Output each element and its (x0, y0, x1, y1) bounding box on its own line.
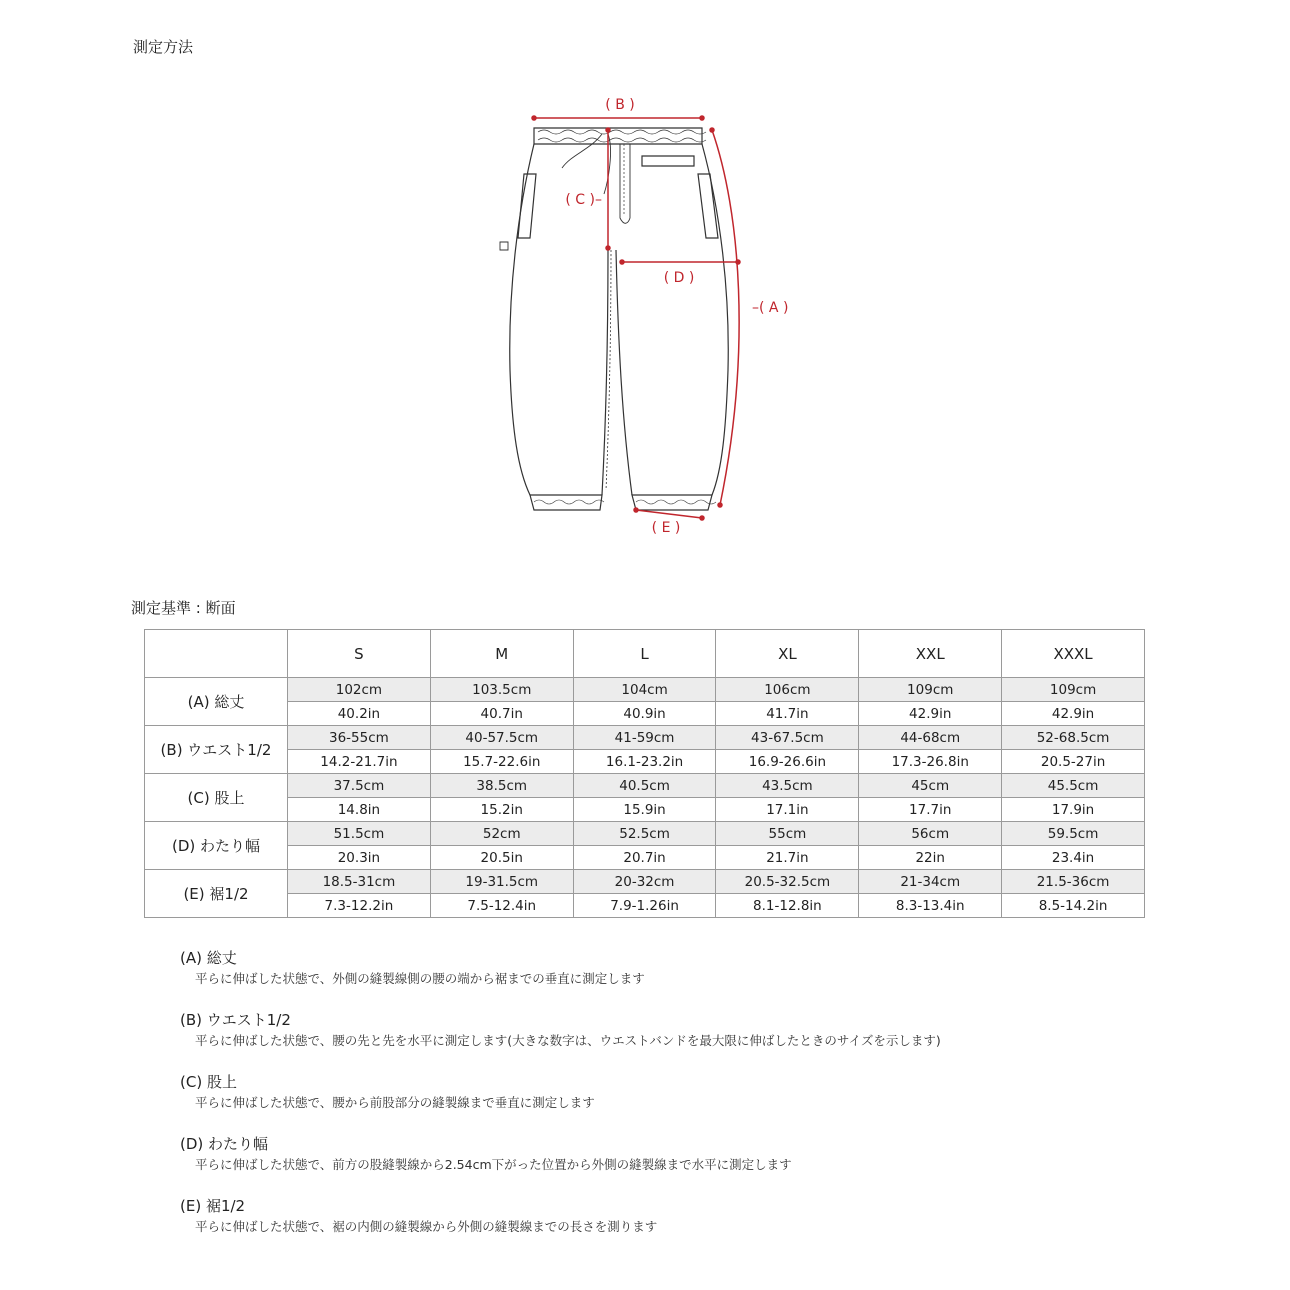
in-cell: 22in (859, 846, 1002, 870)
in-cell: 20.7in (573, 846, 716, 870)
cm-cell: 59.5cm (1002, 822, 1145, 846)
in-cell: 7.3-12.2in (288, 894, 431, 918)
in-cell: 17.9in (1002, 798, 1145, 822)
cm-cell: 40.5cm (573, 774, 716, 798)
in-cell: 20.3in (288, 846, 431, 870)
row-label-e: (E) 裾1/2 (145, 870, 288, 918)
back-pocket (642, 156, 694, 166)
note-title: (B) ウエスト1/2 (180, 1011, 291, 1029)
in-cell: 17.7in (859, 798, 1002, 822)
in-cell: 40.9in (573, 702, 716, 726)
in-cell: 20.5in (430, 846, 573, 870)
cm-cell: 43.5cm (716, 774, 859, 798)
cm-cell: 38.5cm (430, 774, 573, 798)
cm-cell: 40-57.5cm (430, 726, 573, 750)
in-cell: 17.3-26.8in (859, 750, 1002, 774)
size-header: XL (716, 630, 859, 678)
table-row (145, 726, 1145, 750)
size-header: XXL (859, 630, 1002, 678)
note-title: (C) 股上 (180, 1073, 237, 1091)
size-header: L (573, 630, 716, 678)
note-item (180, 1133, 1180, 1175)
row-label-b: (B) ウエスト1/2 (145, 726, 288, 774)
cm-cell: 18.5-31cm (288, 870, 431, 894)
in-cell: 14.2-21.7in (288, 750, 431, 774)
size-chart-table (144, 629, 1145, 918)
left-cuff (530, 495, 602, 510)
label-c: ( C )– (565, 192, 602, 208)
in-cell: 16.1-23.2in (573, 750, 716, 774)
note-description: 平らに伸ばした状態で、腰から前股部分の縫製線まで垂直に測定します (195, 1095, 595, 1110)
label-e: ( E ) (651, 520, 681, 536)
in-cell: 7.9-1.26in (573, 894, 716, 918)
row-label-c: (C) 股上 (145, 774, 288, 822)
right-leg-outer (702, 144, 728, 495)
cm-cell: 20.5-32.5cm (716, 870, 859, 894)
cm-cell: 109cm (859, 678, 1002, 702)
in-cell: 41.7in (716, 702, 859, 726)
in-cell: 21.7in (716, 846, 859, 870)
in-cell: 42.9in (1002, 702, 1145, 726)
cm-cell: 41-59cm (573, 726, 716, 750)
cm-cell: 56cm (859, 822, 1002, 846)
in-cell: 40.7in (430, 702, 573, 726)
note-title: (D) わたり幅 (180, 1135, 269, 1153)
empty-corner-cell (145, 630, 288, 678)
note-item (180, 947, 1180, 989)
note-item (180, 1009, 1180, 1051)
cm-cell: 106cm (716, 678, 859, 702)
measurement-method-heading: 測定方法 (133, 38, 194, 56)
cm-cell: 19-31.5cm (430, 870, 573, 894)
cm-cell: 102cm (288, 678, 431, 702)
cm-cell: 45cm (859, 774, 1002, 798)
note-item (180, 1195, 1180, 1237)
in-cell: 8.3-13.4in (859, 894, 1002, 918)
table-row (145, 798, 1145, 822)
cm-cell: 45.5cm (1002, 774, 1145, 798)
table-row (145, 846, 1145, 870)
cm-cell: 36-55cm (288, 726, 431, 750)
pants-measurement-diagram (490, 90, 810, 550)
cm-cell: 104cm (573, 678, 716, 702)
cm-cell: 103.5cm (430, 678, 573, 702)
cm-cell: 52-68.5cm (1002, 726, 1145, 750)
in-cell: 42.9in (859, 702, 1002, 726)
note-title: (E) 裾1/2 (180, 1197, 246, 1215)
right-pocket (698, 174, 718, 238)
table-row (145, 702, 1145, 726)
note-description: 平らに伸ばした状態で、外側の縫製線側の腰の端から裾までの垂直に測定します (195, 971, 645, 986)
size-header: M (430, 630, 573, 678)
cm-cell: 52.5cm (573, 822, 716, 846)
row-label-d: (D) わたり幅 (145, 822, 288, 870)
in-cell: 15.2in (430, 798, 573, 822)
table-row (145, 678, 1145, 702)
in-cell: 7.5-12.4in (430, 894, 573, 918)
cm-cell: 21-34cm (859, 870, 1002, 894)
cm-cell: 44-68cm (859, 726, 1002, 750)
label-d: ( D ) (663, 270, 695, 286)
cm-cell: 55cm (716, 822, 859, 846)
cm-cell: 20-32cm (573, 870, 716, 894)
table-row (145, 822, 1145, 846)
table-row (145, 894, 1145, 918)
measurement-basis-heading: 測定基準 : 断面 (131, 599, 236, 617)
in-cell: 14.8in (288, 798, 431, 822)
cm-cell: 21.5-36cm (1002, 870, 1145, 894)
in-cell: 8.5-14.2in (1002, 894, 1145, 918)
in-cell: 20.5-27in (1002, 750, 1145, 774)
size-header: S (288, 630, 431, 678)
in-cell: 15.7-22.6in (430, 750, 573, 774)
note-description: 平らに伸ばした状態で、腰の先と先を水平に測定します(大きな数字は、ウエストバンドを最大限に伸ばしたときのサイズを示します) (195, 1033, 941, 1048)
note-description: 平らに伸ばした状態で、裾の内側の縫製線から外側の縫製線までの長さを測ります (195, 1219, 658, 1234)
cm-cell: 43-67.5cm (716, 726, 859, 750)
cm-cell: 51.5cm (288, 822, 431, 846)
in-cell: 8.1-12.8in (716, 894, 859, 918)
table-row (145, 870, 1145, 894)
left-pocket (518, 174, 536, 238)
label-b: ( B ) (605, 97, 635, 113)
note-item (180, 1071, 1180, 1113)
label-a: –( A ) (752, 300, 789, 316)
cm-cell: 52cm (430, 822, 573, 846)
in-cell: 15.9in (573, 798, 716, 822)
cm-cell: 37.5cm (288, 774, 431, 798)
size-header-row (145, 630, 1145, 678)
cm-cell: 109cm (1002, 678, 1145, 702)
right-cuff (632, 495, 712, 510)
row-label-a: (A) 総丈 (145, 678, 288, 726)
in-cell: 23.4in (1002, 846, 1145, 870)
in-cell: 17.1in (716, 798, 859, 822)
note-title: (A) 総丈 (180, 949, 237, 967)
measurement-notes (180, 947, 1180, 1257)
in-cell: 40.2in (288, 702, 431, 726)
pants-illustration (490, 90, 810, 550)
table-row (145, 774, 1145, 798)
size-header: XXXL (1002, 630, 1145, 678)
in-cell: 16.9-26.6in (716, 750, 859, 774)
note-description: 平らに伸ばした状態で、前方の股縫製線から2.54cm下がった位置から外側の縫製線まで水平に測定します (195, 1157, 792, 1172)
table-row (145, 750, 1145, 774)
